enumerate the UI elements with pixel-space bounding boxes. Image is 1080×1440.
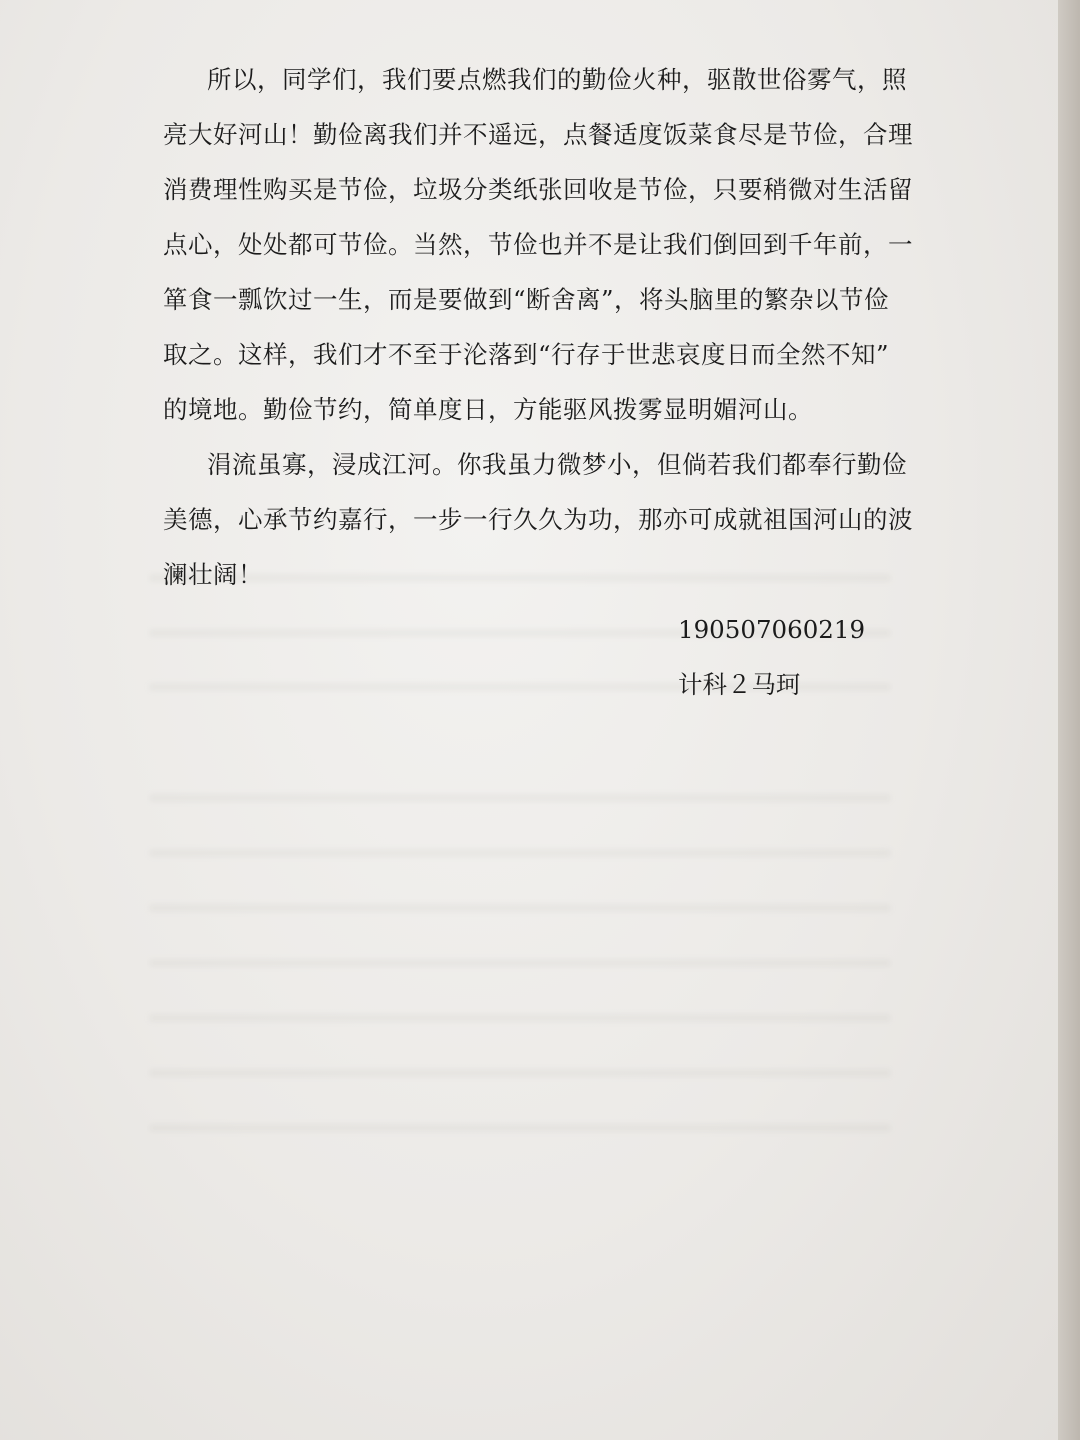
paragraph-2-line-2: 美德，心承节约嘉行，一步一行久久为功，那亦可成就祖国河山的波 (163, 505, 913, 534)
show-through-line (150, 1125, 890, 1131)
show-through-line (150, 1070, 890, 1076)
student-id: 190507060219 (678, 615, 866, 644)
show-through-line (150, 905, 890, 911)
paragraph-2-line-1: 涓流虽寡，浸成江河。你我虽力微梦小，但倘若我们都奉行勤俭 (207, 450, 907, 479)
paragraph-1-line-1: 所以，同学们，我们要点燃我们的勤俭火种，驱散世俗雾气，照 (207, 65, 907, 94)
show-through-line (150, 960, 890, 966)
paragraph-1-line-4: 点心，处处都可节俭。当然，节俭也并不是让我们倒回到千年前，一 (163, 230, 913, 259)
paragraph-1-line-3: 消费理性购买是节俭，垃圾分类纸张回收是节俭，只要稍微对生活留 (163, 175, 913, 204)
paragraph-1-line-7: 的境地。勤俭节约，简单度日，方能驱风拨雾显明媚河山。 (163, 395, 813, 424)
paper-edge-background (1058, 0, 1080, 1440)
paragraph-2-line-3: 澜壮阔！ (163, 560, 263, 589)
show-through-line (150, 795, 890, 801)
paragraph-1-line-5: 箪食一瓢饮过一生，而是要做到“断舍离”，将头脑里的繁杂以节俭 (163, 285, 890, 314)
author-class-name: 计科２马珂 (678, 670, 801, 699)
show-through-line (150, 850, 890, 856)
paragraph-1-line-2: 亮大好河山！勤俭离我们并不遥远，点餐适度饭菜食尽是节俭，合理 (163, 120, 913, 149)
paragraph-1-line-6: 取之。这样，我们才不至于沦落到“行存于世悲哀度日而全然不知” (163, 340, 890, 369)
show-through-line (150, 1015, 890, 1021)
